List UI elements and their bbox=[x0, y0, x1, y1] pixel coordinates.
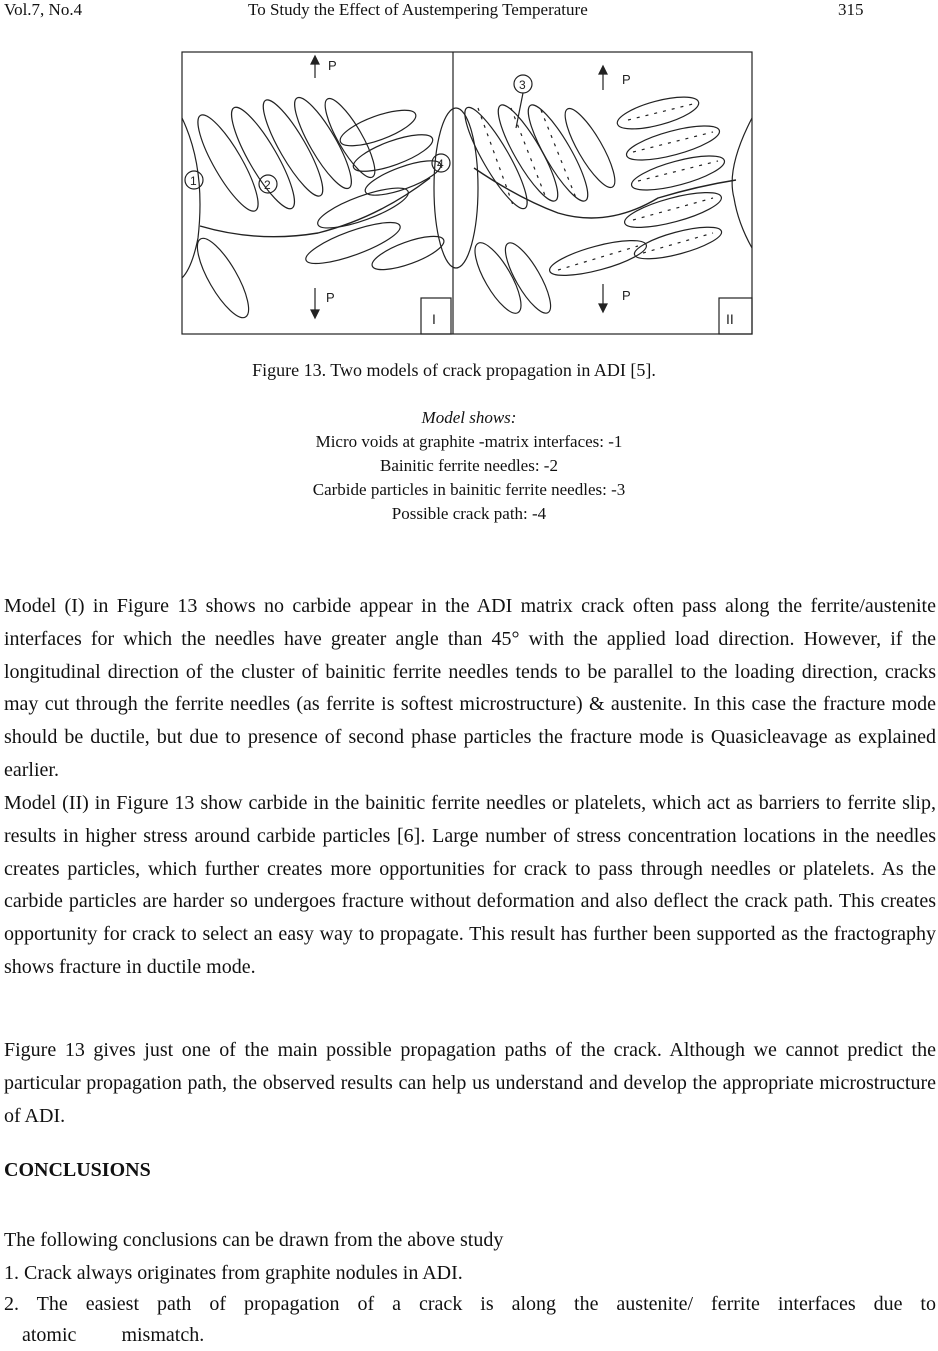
model-legend bbox=[0, 406, 938, 526]
model-legend-item: Possible crack path: -4 bbox=[391, 504, 547, 523]
marker-4-label: 4 bbox=[437, 157, 444, 171]
section-heading-conclusions: CONCLUSIONS bbox=[4, 1159, 151, 1181]
model-label-ii: II bbox=[726, 311, 734, 327]
crack-path-left bbox=[200, 178, 430, 237]
conclusion-item-continuation bbox=[22, 1320, 244, 1351]
load-label-p: P bbox=[328, 58, 337, 73]
load-label-p: P bbox=[326, 290, 335, 305]
conclusion-item: 2. The easiest path of propagation of a crack is along the austenite/ ferrite interfaces due to bbox=[4, 1293, 936, 1315]
conclusions-intro: The following conclusions can be drawn from the above study bbox=[4, 1229, 504, 1251]
crack-model-diagram bbox=[178, 48, 758, 338]
model-legend-title: Model shows: bbox=[421, 408, 517, 427]
conclusion-item: 1. Crack always originates from graphite nodules in ADI. bbox=[4, 1262, 463, 1284]
graphite-nodule-left bbox=[182, 118, 200, 278]
ferrite-needles-left bbox=[188, 91, 447, 324]
marker-3-leader bbox=[516, 93, 523, 128]
body-paragraph-summary: Figure 13 gives just one of the main possible propagation paths of the crack. Although we cannot predict the particular propagation path, the observed results can help us understand and develop the appropriate microstructure of ADI. bbox=[4, 1039, 936, 1127]
model-legend-item: Bainitic ferrite needles: -2 bbox=[380, 456, 558, 475]
marker-1-label: 1 bbox=[190, 174, 197, 188]
running-title: To Study the Effect of Austempering Temperature bbox=[248, 0, 588, 19]
model-legend-item: Micro voids at graphite -matrix interfaces: -1 bbox=[315, 432, 623, 451]
load-label-p: P bbox=[622, 72, 631, 87]
body-paragraph-model-i: Model (I) in Figure 13 shows no carbide appear in the ADI matrix crack often pass along the ferrite/austenite interfaces for which the needles have greater angle than 45° with the applied load direction. However, if the longitudinal direction of the cluster of bainitic ferrite needles tends to be parallel to the loading direction, cracks may cut through the ferrite needles (as ferrite is softest microstructure) & austenite. In this case the fracture mode should be ductile, but due to presence of second phase particles the fracture mode is Quasicleavage as explained earlier. bbox=[4, 595, 936, 781]
model-label-i: I bbox=[432, 311, 436, 327]
load-label-p: P bbox=[622, 288, 631, 303]
continuation-word: atomic bbox=[22, 1324, 77, 1346]
journal-volume: Vol.7, No.4 bbox=[4, 0, 83, 19]
continuation-word: mismatch. bbox=[121, 1324, 205, 1346]
marker-2-label: 2 bbox=[264, 178, 271, 192]
figure-caption: Figure 13. Two models of crack propagation in ADI [5]. bbox=[252, 360, 656, 380]
running-header bbox=[0, 0, 938, 24]
figure-crack-models bbox=[178, 48, 758, 338]
load-arrows bbox=[311, 56, 607, 318]
page-number: 315 bbox=[838, 0, 864, 19]
body-paragraph-model-ii: Model (II) in Figure 13 show carbide in the bainitic ferrite needles or platelets, which act as barriers to ferrite slip, results in higher stress around carbide particles [6]. Large number of stress concentration locations in the needles creates particles, which further creates more opportunities for crack to pass through needles or platelets. As the carbide particles are harder so undergoes fracture without deformation and also deflect the crack path. This creates opportunity for crack to select an easy way to propagate. This result has further been supported as the fractography shows fracture in ductile mode. bbox=[4, 792, 936, 978]
model-label-box bbox=[421, 298, 451, 334]
model-legend-item: Carbide particles in bainitic ferrite needles: -3 bbox=[312, 480, 626, 499]
graphite-nodule-right bbox=[732, 118, 752, 248]
graphite-nodule-center bbox=[434, 108, 478, 268]
model-label-box bbox=[719, 298, 752, 334]
marker-3-label: 3 bbox=[519, 78, 526, 92]
